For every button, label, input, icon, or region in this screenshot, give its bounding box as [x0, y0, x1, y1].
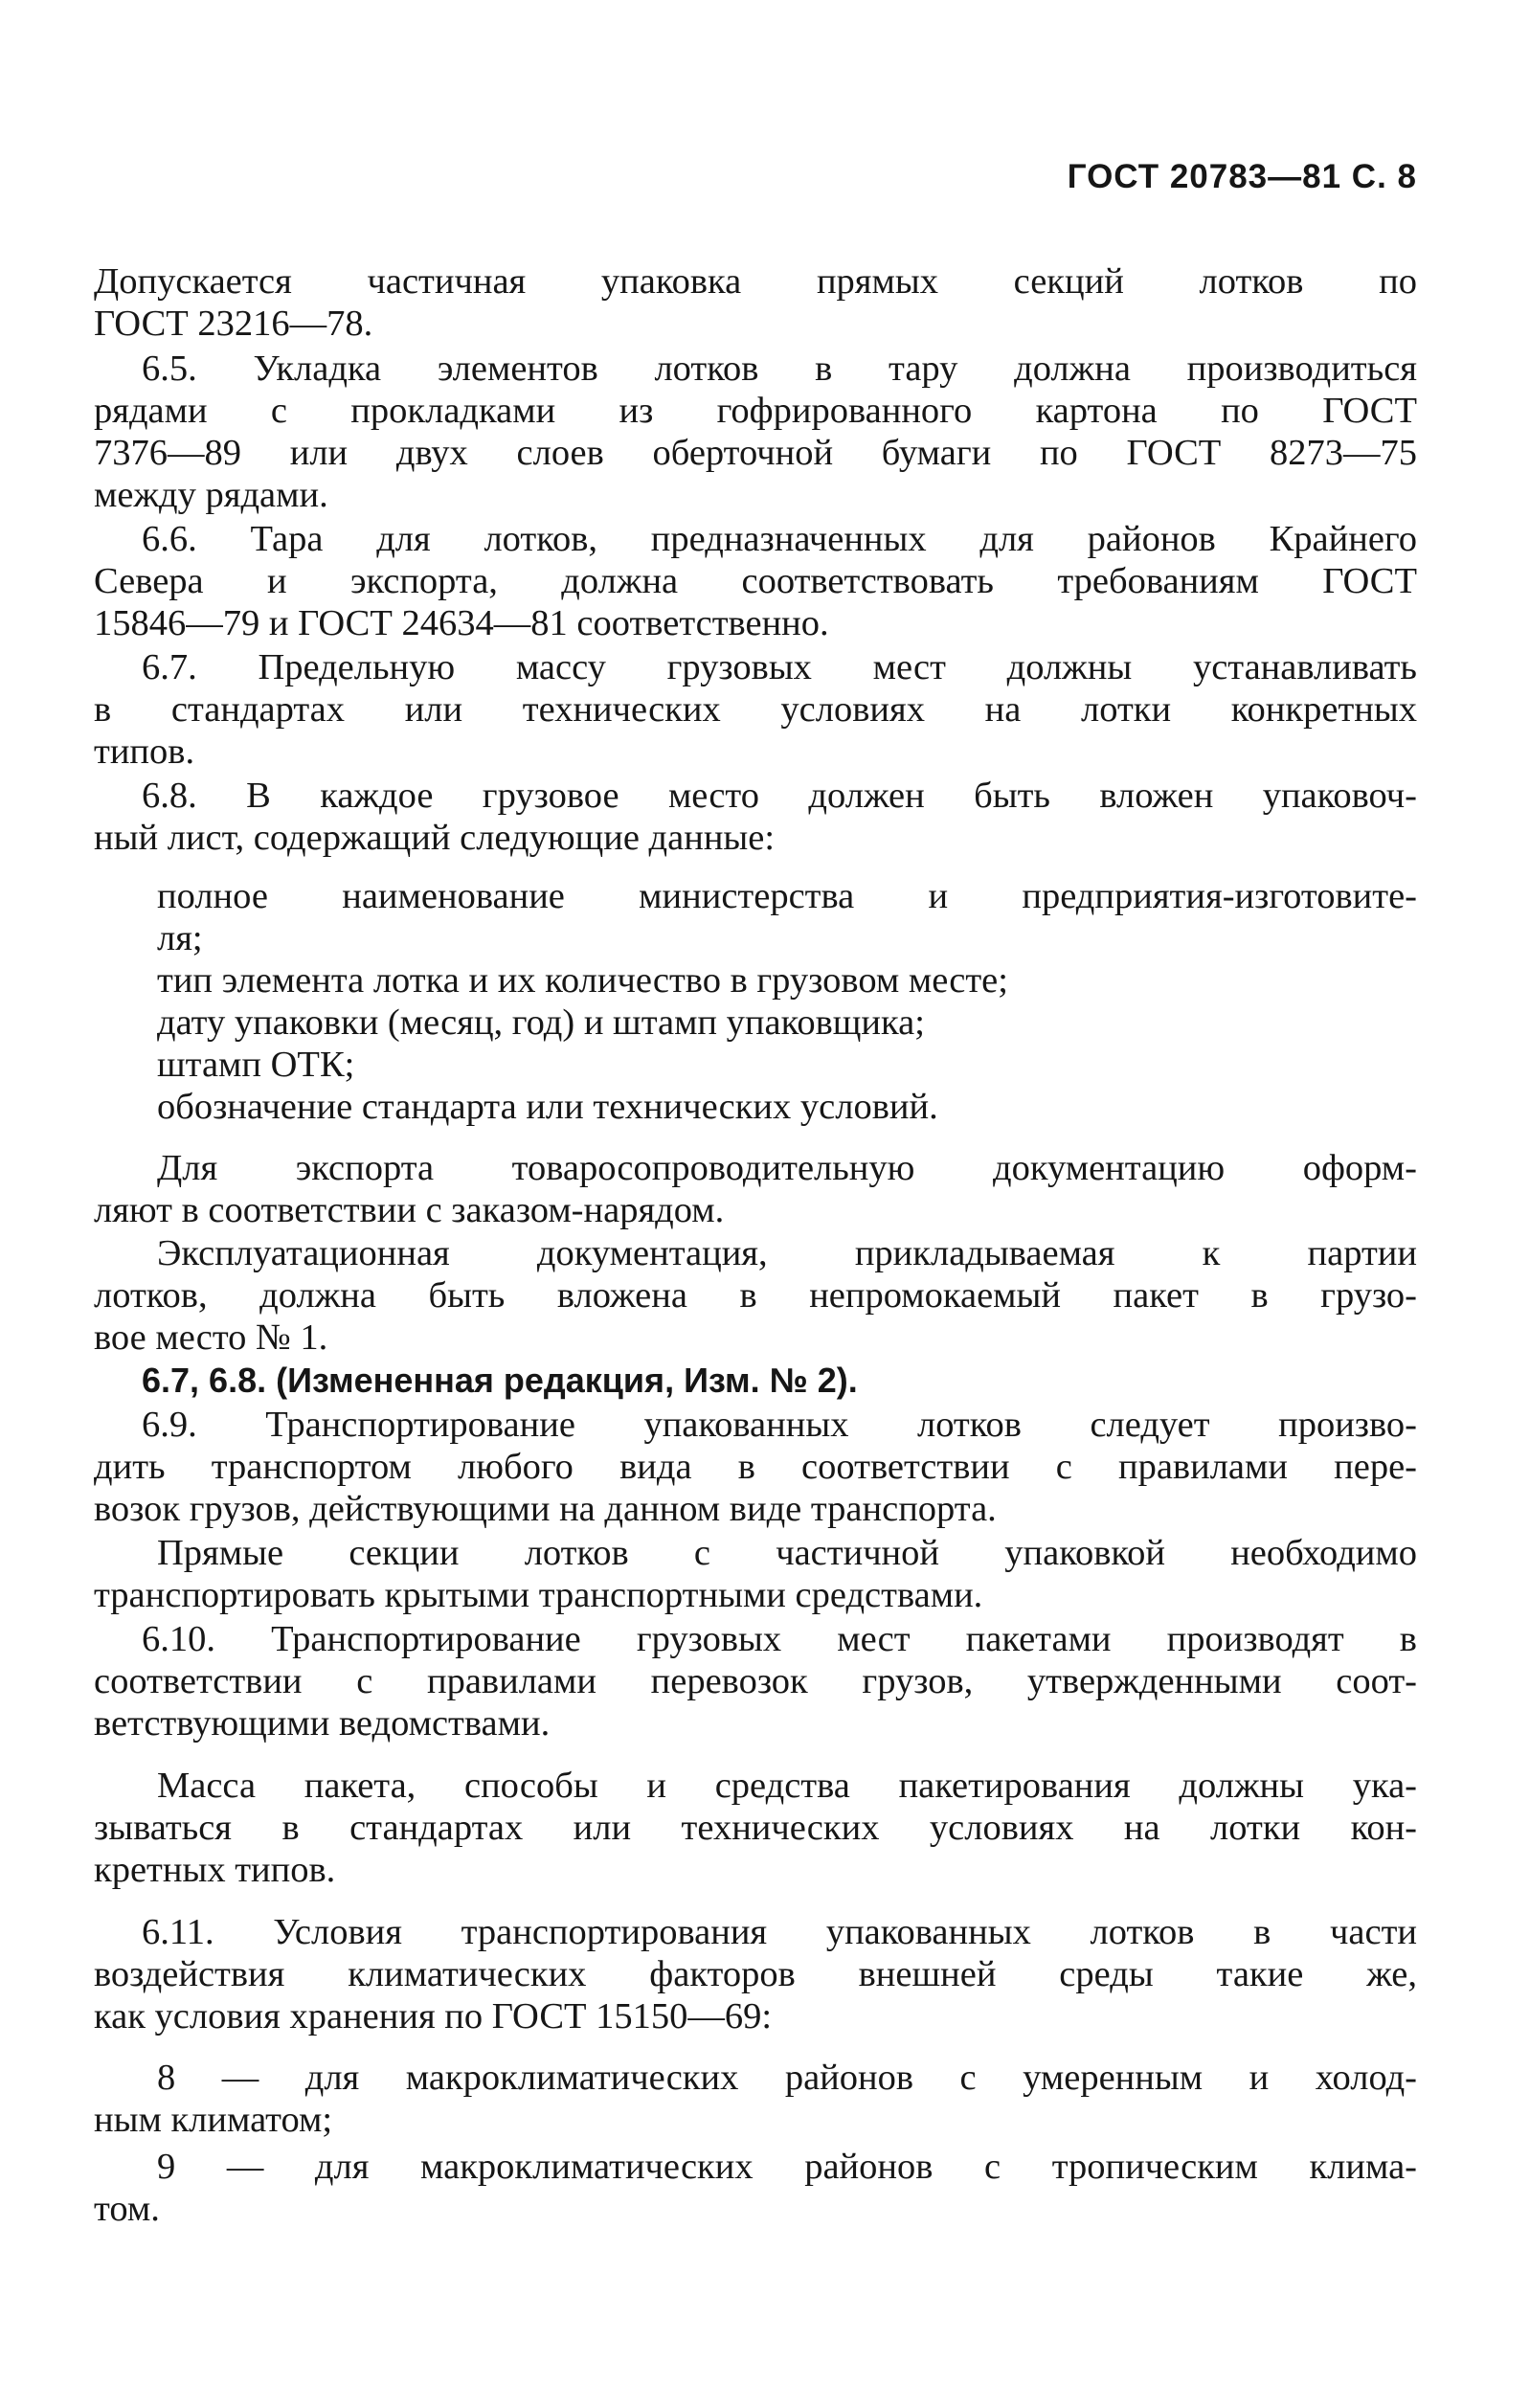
text-line: как условия хранения по ГОСТ 15150—69: — [94, 1996, 773, 2037]
text-line: Эксплуатационная документация, прикладываемая к партии — [157, 1233, 1417, 1273]
text-line: дату упаковки (месяц, год) и штамп упаковщика; — [157, 1002, 925, 1043]
text-line: штамп ОТК; — [157, 1045, 355, 1085]
text-line: 6.10. Транспортирование грузовых мест пакетами производят в — [142, 1619, 1417, 1659]
text-line: 9 — для макроклиматических районов с тропическим клима- — [157, 2147, 1417, 2187]
text-line: ный лист, содержащий следующие данные: — [94, 818, 776, 858]
text-line: 6.7. Предельную массу грузовых мест должны устанавливать — [142, 647, 1417, 687]
text-line: ля; — [157, 918, 203, 958]
text-line: ным климатом; — [94, 2100, 333, 2140]
text-line: Масса пакета, способы и средства пакетирования должны ука- — [157, 1766, 1417, 1806]
text-line: ветствующими ведомствами. — [94, 1703, 551, 1744]
text-line: типов. — [94, 731, 195, 772]
text-line: 6.5. Укладка элементов лотков в тару должна производиться — [142, 349, 1417, 389]
text-line: ГОСТ 23216—78. — [94, 304, 373, 344]
text-line: 6.9. Транспортирование упакованных лотков следует произво- — [142, 1405, 1417, 1445]
text-line: Прямые секции лотков с частичной упаковкой необходимо — [157, 1533, 1417, 1573]
text-line: 6.8. В каждое грузовое место должен быть вложен упаковоч- — [142, 776, 1417, 816]
text-line: 6.6. Тара для лотков, предназначенных для районов Крайнего — [142, 519, 1417, 559]
text-line: возок грузов, действующими на данном виде транспорта. — [94, 1489, 997, 1529]
text-line: зываться в стандартах или технических условиях на лотки кон- — [94, 1808, 1417, 1848]
text-line: 15846—79 и ГОСТ 24634—81 соответственно. — [94, 603, 829, 643]
running-header: ГОСТ 20783—81 С. 8 — [1067, 158, 1417, 195]
text-line: 7376—89 или двух слоев оберточной бумаги по ГОСТ 8273—75 — [94, 433, 1417, 473]
text-line: ляют в соответствии с заказом-нарядом. — [94, 1190, 725, 1230]
text-line: Севера и экспорта, должна соответствовать требованиям ГОСТ — [94, 561, 1417, 601]
text-line: Для экспорта товаросопроводительную документацию оформ- — [157, 1148, 1417, 1188]
text-line: обозначение стандарта или технических условий. — [157, 1087, 938, 1127]
text-line: лотков, должна быть вложена в непромокаемый пакет в грузо- — [94, 1275, 1417, 1316]
text-line: соответствии с правилами перевозок грузов, утвержденными соот- — [94, 1661, 1417, 1701]
text-line: том. — [94, 2189, 160, 2229]
text-line: Допускается частичная упаковка прямых секций лотков по — [94, 261, 1417, 302]
text-line: рядами с прокладками из гофрированного картона по ГОСТ — [94, 391, 1417, 431]
text-line: 6.11. Условия транспортирования упакованных лотков в части — [142, 1912, 1417, 1952]
text-line: полное наименование министерства и предприятия-изготовите- — [157, 876, 1417, 916]
text-line: вое место № 1. — [94, 1317, 328, 1358]
text-line: воздействия климатических факторов внешней среды такие же, — [94, 1954, 1417, 1994]
text-line: в стандартах или технических условиях на лотки конкретных — [94, 689, 1417, 730]
text-line: дить транспортом любого вида в соответствии с правилами пере- — [94, 1447, 1417, 1487]
text-line: кретных типов. — [94, 1850, 336, 1890]
text-line: между рядами. — [94, 475, 328, 515]
text-line: транспортировать крытыми транспортными средствами. — [94, 1575, 983, 1615]
text-line: тип элемента лотка и их количество в грузовом месте; — [157, 960, 1008, 1001]
amendment-note: 6.7, 6.8. (Измененная редакция, Изм. № 2). — [142, 1361, 858, 1400]
text-line: 8 — для макроклиматических районов с умеренным и холод- — [157, 2058, 1417, 2098]
